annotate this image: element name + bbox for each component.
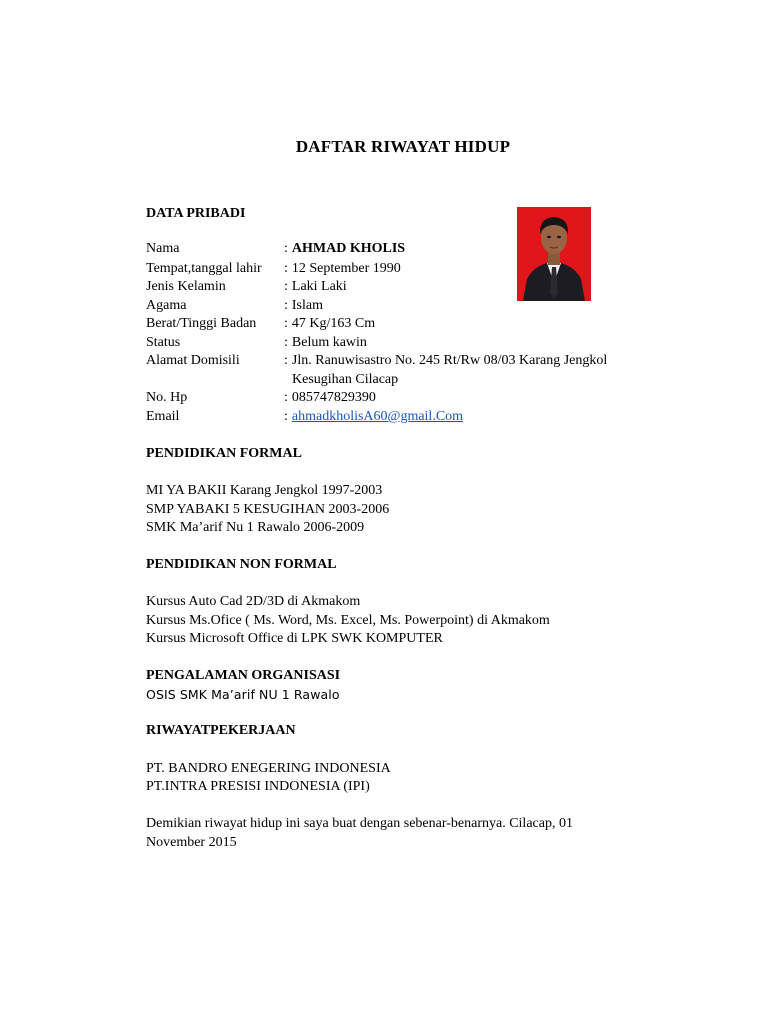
- colon: :: [284, 335, 288, 350]
- info-value-alamat-continuation: Kesugihan Cilacap: [292, 372, 399, 387]
- colon: :: [284, 298, 288, 313]
- info-row-no-hp: [146, 390, 706, 409]
- section-heading-pendidikan-formal: PENDIDIKAN FORMAL: [146, 446, 302, 461]
- info-label: No. Hp: [146, 390, 188, 405]
- info-value-wrap: [284, 298, 323, 314]
- info-row-berat-tinggi: [146, 316, 706, 335]
- list-item: SMK Ma’arif Nu 1 Rawalo 2006-2009: [146, 520, 365, 535]
- info-value-wrap: [284, 409, 463, 425]
- email-link[interactable]: ahmadkholisA60@gmail.Com: [291, 409, 464, 424]
- closing-statement: Demikian riwayat hidup ini saya buat dengan sebenar-benarnya. Cilacap, 01: [146, 816, 573, 831]
- list-item: MI YA BAKII Karang Jengkol 1997-2003: [146, 483, 383, 498]
- list-item: PT.INTRA PRESISI INDONESIA (IPI): [146, 779, 370, 794]
- colon: :: [284, 261, 288, 276]
- info-value: 085747829390: [291, 390, 376, 405]
- info-row-alamat: [146, 353, 706, 372]
- colon: :: [284, 353, 288, 368]
- colon: :: [284, 409, 288, 424]
- info-value-wrap: [284, 335, 367, 351]
- info-label: Email: [146, 409, 180, 424]
- info-row-jenis-kelamin: [146, 279, 706, 298]
- info-value-wrap: [284, 241, 405, 257]
- section-heading-data-pribadi: DATA PRIBADI: [146, 206, 246, 221]
- list-item: Kursus Auto Cad 2D/3D di Akmakom: [146, 594, 361, 609]
- colon: :: [284, 241, 288, 256]
- info-value-wrap: [284, 261, 401, 277]
- list-item: SMP YABAKI 5 KESUGIHAN 2003-2006: [146, 502, 390, 517]
- info-row-email: [146, 409, 706, 428]
- closing-statement-continuation: November 2015: [146, 835, 237, 850]
- info-label: Nama: [146, 241, 180, 256]
- colon: :: [284, 390, 288, 405]
- info-label: Jenis Kelamin: [146, 279, 226, 294]
- section-heading-pendidikan-non-formal: PENDIDIKAN NON FORMAL: [146, 557, 337, 572]
- info-label: Alamat Domisili: [146, 353, 240, 368]
- list-item: OSIS SMK Ma’arif NU 1 Rawalo: [146, 687, 340, 702]
- info-value-wrap: [284, 279, 347, 295]
- info-value-wrap: [284, 316, 375, 332]
- colon: :: [284, 279, 288, 294]
- info-value: Jln. Ranuwisastro No. 245 Rt/Rw 08/03 Karang Jengkol: [291, 353, 608, 368]
- info-value: Islam: [291, 298, 323, 313]
- info-value-wrap: [284, 353, 607, 369]
- info-value: 47 Kg/163 Cm: [291, 316, 376, 331]
- info-row-agama: [146, 298, 706, 317]
- list-item: Kursus Microsoft Office di LPK SWK KOMPUTER: [146, 631, 443, 646]
- info-value-wrap: [284, 390, 376, 406]
- document-title: DAFTAR RIWAYAT HIDUP: [295, 137, 511, 156]
- colon: :: [284, 316, 288, 331]
- list-item: Kursus Ms.Ofice ( Ms. Word, Ms. Excel, Ms. Powerpoint) di Akmakom: [146, 613, 550, 628]
- section-heading-pengalaman-organisasi: PENGALAMAN ORGANISASI: [146, 668, 341, 683]
- info-value: Belum kawin: [291, 335, 367, 350]
- list-item: PT. BANDRO ENEGERING INDONESIA: [146, 761, 391, 776]
- info-label: Berat/Tinggi Badan: [146, 316, 257, 331]
- info-value: Laki Laki: [291, 279, 347, 294]
- info-value-nama: AHMAD KHOLIS: [291, 241, 406, 256]
- info-label: Status: [146, 335, 181, 350]
- section-heading-riwayat-pekerjaan: RIWAYATPEKERJAAN: [146, 723, 296, 738]
- info-row-status: [146, 335, 706, 354]
- info-row-nama: [146, 241, 706, 260]
- info-row-tempat-tanggal-lahir: [146, 261, 706, 280]
- info-value: 12 September 1990: [291, 261, 401, 276]
- info-label: Agama: [146, 298, 187, 313]
- info-label: Tempat,tanggal lahir: [146, 261, 262, 276]
